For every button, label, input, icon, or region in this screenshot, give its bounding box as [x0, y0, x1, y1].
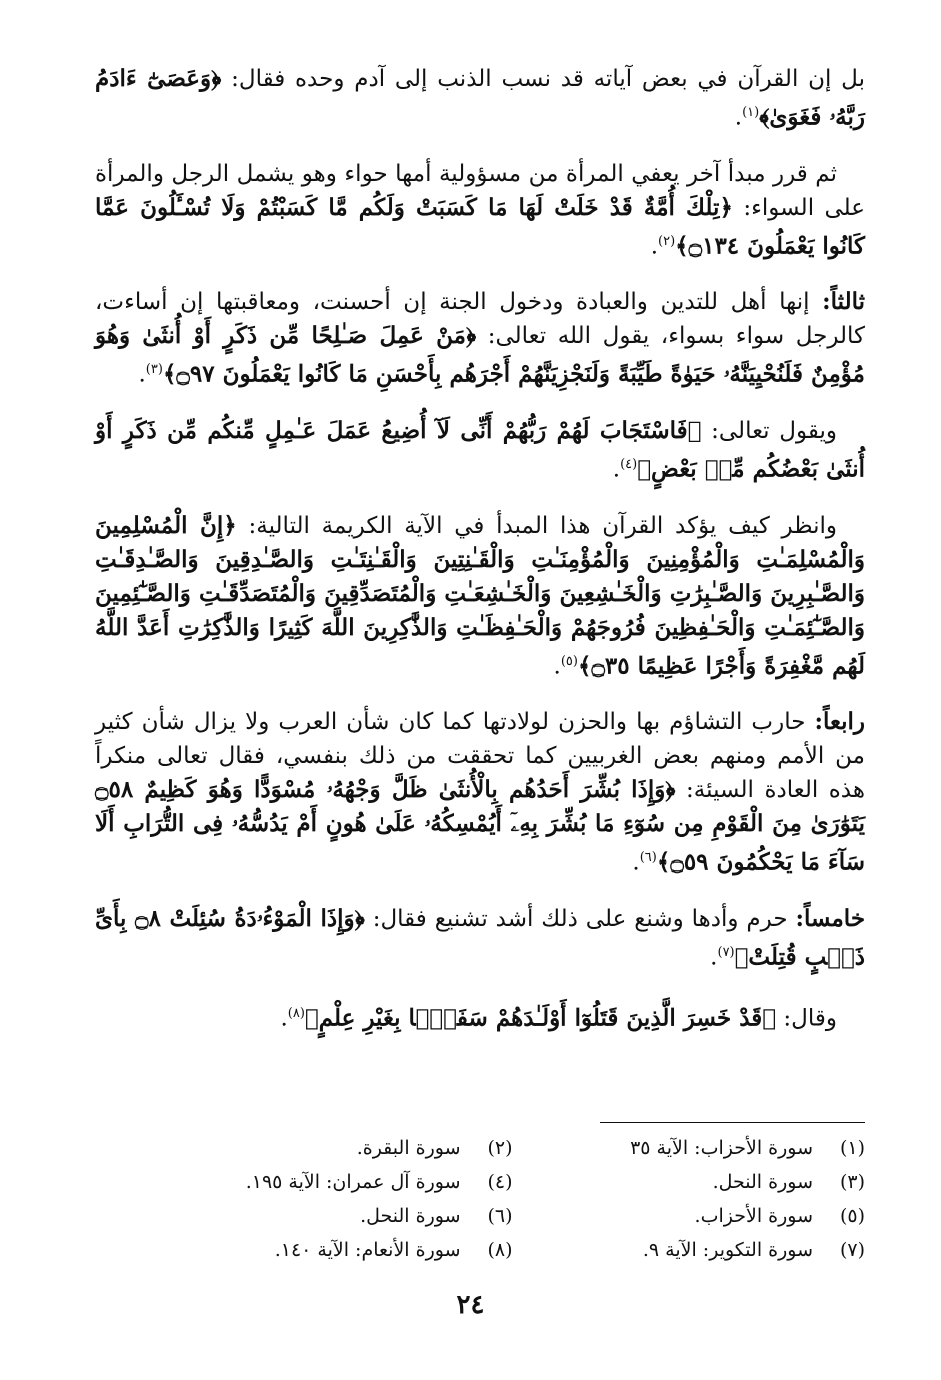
footnote-ref[interactable]: (٤) [620, 456, 638, 472]
section-lead: خامساً: [795, 904, 866, 932]
quran-verse: ﴿وَإِذَا بُشِّرَ أَحَدُهُم بِالْأُنثَىٰ ظَلَّ وَجْهُهُۥ مُسْوَدًّا وَهُوَ كَظِيمٌ ۝٥٨ يَتَوَٰرَىٰ مِنَ الْقَوْمِ مِن سُوٓءِ مَا بُشِّرَ بِهِۦٓ أَيُمْسِكُهُۥ عَلَىٰ هُونٍ أَمْ يَدُسُّهُۥ فِى التُّرَابِ أَلَا سَآءَ مَا يَحْكُمُونَ ۝٥٩﴾ [95, 776, 865, 876]
footnote-item [543, 1133, 866, 1163]
quran-verse: ﴿وَعَصَىٰٓ ءَادَمُ رَبَّهُۥ فَغَوَىٰ﴾ [95, 65, 865, 131]
paragraph-text: بل إن القرآن في بعض آياته قد نسب الذنب إلى آدم وحده فقال: [231, 66, 865, 92]
footnote-item [190, 1133, 513, 1163]
footnote-text: سورة البقرة. [356, 1137, 461, 1159]
page-body [95, 62, 865, 1057]
footnote-number: (١) [839, 1137, 865, 1159]
footnote-ref[interactable]: (١) [742, 105, 760, 120]
footnote-ref[interactable]: (٨) [287, 1005, 305, 1021]
page-number: ٢٤ [456, 1290, 485, 1320]
footnote-divider [600, 1122, 865, 1123]
sentence-end: . [612, 456, 621, 483]
paragraph [95, 414, 865, 487]
sentence-end: . [138, 361, 146, 388]
footnote-ref[interactable]: (٢) [658, 233, 676, 249]
paragraph-text: إنها أهل للتدين والعبادة ودخول الجنة إن أحسنت، ومعاقبتها إن أساءت، كالرجل سواء بسواء، يقول الله تعالى: [95, 289, 865, 350]
sentence-end: . [734, 104, 743, 131]
paragraph-text: وقال: [783, 1005, 837, 1032]
footnote-number: (٢) [487, 1137, 513, 1159]
footnote-item [190, 1201, 513, 1231]
footnote-text: سورة آل عمران: الآية ١٩٥. [245, 1171, 461, 1193]
sentence-end: . [650, 233, 658, 260]
footnote-text: سورة الأحزاب. [694, 1205, 813, 1227]
footnote-item [543, 1201, 866, 1231]
footnote-ref[interactable]: (٥) [560, 653, 578, 669]
sentence-end: . [553, 653, 561, 680]
footnote-number: (٨) [487, 1239, 513, 1261]
sentence-end: . [280, 1005, 288, 1032]
quran-verse: ﴿قَدْ خَسِرَ الَّذِينَ قَتَلُوٓا أَوْلَـٰدَهُمْ سَفَهًۢا بِغَيْرِ عِلْمٍ﴾ [304, 1004, 777, 1032]
paragraph [95, 705, 865, 880]
footnote-item [543, 1235, 866, 1265]
paragraph [95, 902, 865, 975]
paragraph-text: ثم قرر مبدأ آخر يعفي المرأة من مسؤولية أمها حواء وهو يشمل الرجل والمرأة على السواء: [95, 160, 865, 221]
sentence-end: . [632, 849, 640, 876]
paragraph [95, 157, 865, 264]
footnote-number: (٤) [487, 1171, 513, 1193]
paragraph [95, 285, 865, 392]
paragraph-text: حرم وأدها وشنع على ذلك أشد تشنيع فقال: [372, 905, 788, 932]
footnote-item [543, 1167, 866, 1197]
paragraph-text: حارب التشاؤم بها والحزن لولادتها كما كان شأن العرب ولا يزال شأن كثير من الأمم ومنهم بعض الغربيين كما تحققت من ذلك بنفسي، فقال تعالى منكراً هذه العادة السيئة: [95, 709, 866, 804]
quran-verse: ﴿وَإِذَا الْمَوْءُۥدَةُ سُئِلَتْ ۝٨ بِأَىِّ ذَنۢبٍ قُتِلَتْ﴾ [95, 904, 865, 971]
footnote-number: (٧) [839, 1239, 865, 1261]
footnote-text: سورة الأحزاب: الآية ٣٥ [630, 1137, 813, 1159]
quran-verse: ﴿تِلْكَ أُمَّةٌ قَدْ خَلَتْ لَهَا مَا كَسَبَتْ وَلَكُم مَّا كَسَبْتُمْ وَلَا تُسْـَٔلُونَ عَمَّا كَانُوا يَعْمَلُونَ ۝١٣٤﴾ [95, 193, 865, 260]
paragraph-text: وانظر كيف يؤكد القرآن هذا المبدأ في الآية الكريمة التالية: [248, 512, 837, 539]
footnote-item [190, 1167, 513, 1197]
footnote-ref[interactable]: (٣) [145, 362, 163, 378]
footnote-text: سورة النحل. [712, 1171, 813, 1193]
section-lead: ثالثاً: [822, 288, 865, 316]
sentence-end: . [710, 944, 718, 971]
quran-verse: ﴿مَنْ عَمِلَ صَـٰلِحًا مِّن ذَكَرٍ أَوْ أُنثَىٰ وَهُوَ مُؤْمِنٌ فَلَنُحْيِيَنَّهُۥ حَيَوٰةً طَيِّبَةً وَلَنَجْزِيَنَّهُمْ أَجْرَهُم بِأَحْسَنِ مَا كَانُوا يَعْمَلُونَ ۝٩٧﴾ [95, 322, 865, 388]
paragraph [95, 997, 865, 1036]
section-lead: رابعاً: [814, 708, 865, 736]
footnote-number: (٥) [839, 1205, 865, 1227]
footnote-ref[interactable]: (٧) [717, 944, 735, 960]
footnote-text: سورة التكوير: الآية ٩. [642, 1239, 813, 1261]
footnote-ref[interactable]: (٦) [639, 850, 657, 866]
paragraph [95, 62, 865, 135]
footnote-text: سورة النحل. [360, 1205, 461, 1227]
footnote-text: سورة الأنعام: الآية ١٤٠. [274, 1239, 461, 1261]
footnote-number: (٣) [839, 1171, 865, 1193]
paragraph-text: ويقول تعالى: [711, 417, 838, 444]
footnote-number: (٦) [487, 1205, 513, 1227]
paragraph [95, 509, 865, 684]
footnotes [190, 1133, 865, 1265]
quran-verse: ﴿فَاسْتَجَابَ لَهُمْ رَبُّهُمْ أَنِّى لَآ أُضِيعُ عَمَلَ عَـٰمِلٍ مِّنكُم مِّن ذَكَرٍ أَوْ أُنثَىٰ بَعْضُكُم مِّنۢ بَعْضٍ﴾ [95, 416, 865, 483]
quran-verse: ﴿إِنَّ الْمُسْلِمِينَ وَالْمُسْلِمَـٰتِ وَالْمُؤْمِنِينَ وَالْمُؤْمِنَـٰتِ وَالْقَـٰنِتِينَ وَالْقَـٰنِتَـٰتِ وَالصَّـٰدِقِينَ وَالصَّـٰدِقَـٰتِ وَالصَّـٰبِرِينَ وَالصَّـٰبِرَٰتِ وَالْخَـٰشِعِينَ وَالْخَـٰشِعَـٰتِ وَالْمُتَصَدِّقِينَ وَالْمُتَصَدِّقَـٰتِ وَالصَّـٰٓئِمِينَ وَالصَّـٰٓئِمَـٰتِ وَالْحَـٰفِظِينَ فُرُوجَهُمْ وَالْحَـٰفِظَـٰتِ وَالذَّٰكِرِينَ اللَّهَ كَثِيرًا وَالذَّٰكِرَٰتِ أَعَدَّ اللَّهُ لَهُم مَّغْفِرَةً وَأَجْرًا عَظِيمًا ۝٣٥﴾ [95, 511, 865, 680]
footnote-item [190, 1235, 513, 1265]
